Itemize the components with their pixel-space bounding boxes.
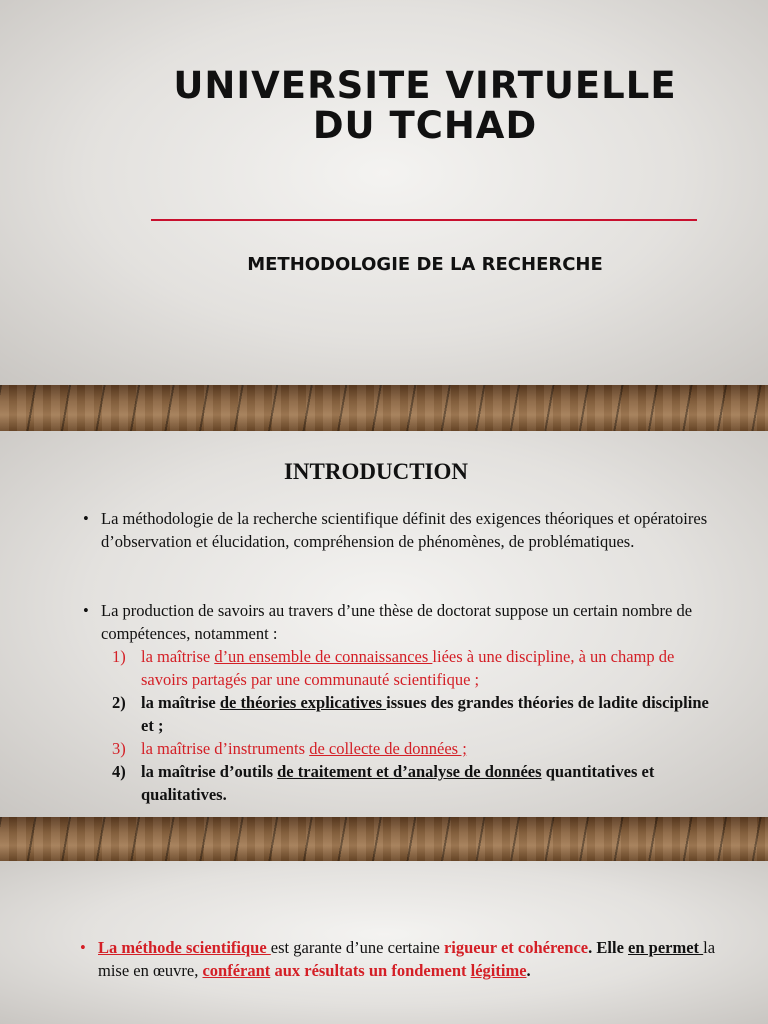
bullet-text: • La méthodologie de la recherche scientifique définit des exigences théoriques et opératoires d’observation et élucidation, compréhension de phénomènes, de problématiques.	[83, 507, 723, 553]
method-slide	[0, 861, 768, 1024]
intro-bullet-1	[83, 507, 723, 553]
list-item: 2) la maîtrise de théories explicatives issues des grandes théories de ladite discipline et ;	[112, 693, 709, 735]
intro-heading: INTRODUCTION	[283, 459, 469, 484]
wood-floor-divider	[0, 817, 768, 861]
intro-bullet-2	[83, 599, 723, 806]
list-item: 3) la maîtrise d’instruments de collecte de données ;	[112, 739, 467, 758]
title-line-2: DU TCHAD	[312, 104, 538, 147]
list-item: 4) la maîtrise d’outils de traitement et d’analyse de données quantitatives et qualitatives.	[112, 762, 655, 804]
title-divider	[151, 219, 697, 221]
method-bullet	[80, 936, 720, 982]
slide-title	[150, 66, 700, 146]
list-item: 1) la maîtrise d’un ensemble de connaissances liées à une discipline, à un champ de savoirs partagés par une communauté scientifique ;	[112, 647, 675, 689]
wood-floor-divider	[0, 385, 768, 431]
slide-subtitle: METHODOLOGIE DE LA RECHERCHE	[247, 254, 603, 275]
title-line-1: UNIVERSITE VIRTUELLE	[173, 64, 677, 107]
title-slide	[0, 0, 768, 385]
bullet-text: • La méthode scientifique est garante d’une certaine rigueur et cohérence. Elle en permet la mise en œuvre, conférant aux résultats un fondement légitime.	[80, 936, 720, 982]
competence-list	[83, 645, 723, 806]
bullet-text: • La production de savoirs au travers d’une thèse de doctorat suppose un certain nombre de compétences, notamment :	[83, 599, 723, 645]
introduction-slide	[0, 431, 768, 817]
